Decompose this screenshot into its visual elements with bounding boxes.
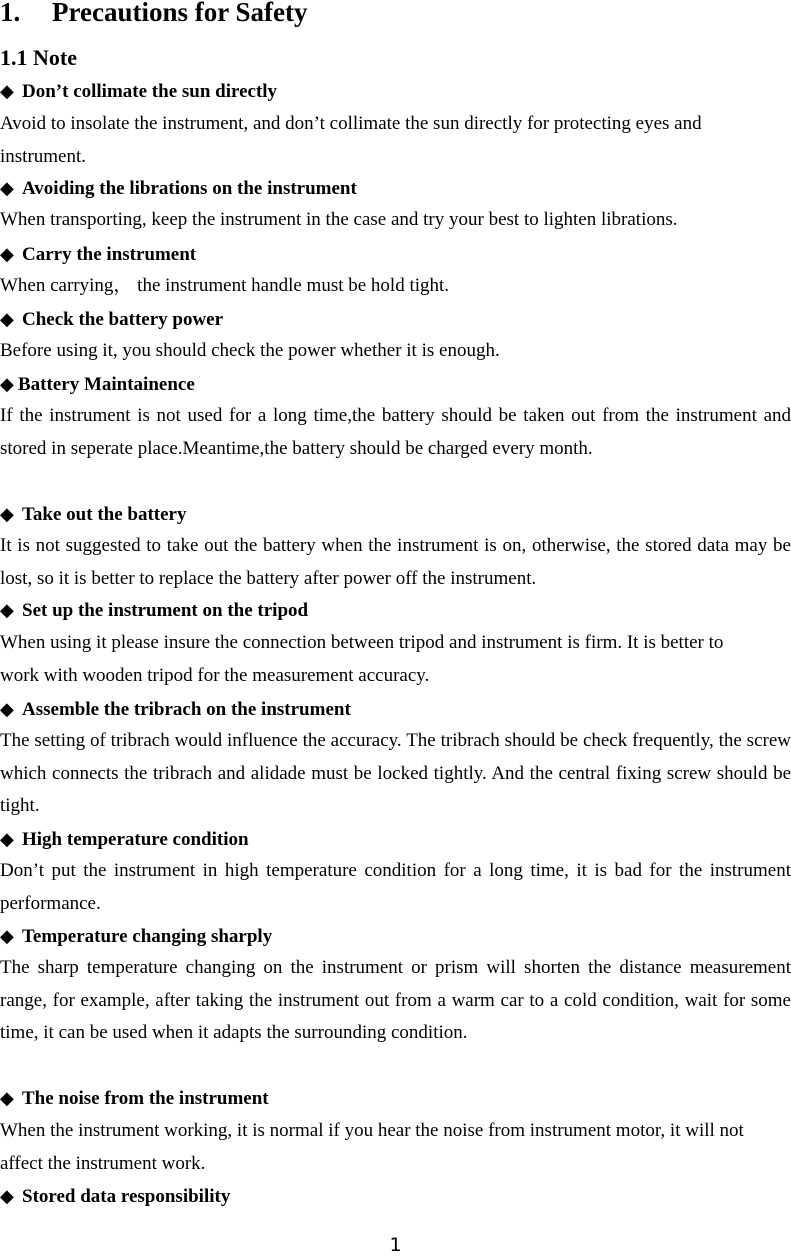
diamond-bullet-icon: ◆ xyxy=(0,600,14,620)
item-title-high-temperature xyxy=(0,827,249,852)
item-title-text: Battery Maintainence xyxy=(18,374,195,395)
section-heading xyxy=(0,0,307,29)
item-text-tribrach: The setting of tribrach would influence the accuracy. The tribrach should be check frequently, the screw which connects the tribrach and alidade must be locked tightly. And the central fixing screw should be tight. xyxy=(0,730,791,816)
diamond-bullet-icon: ◆ xyxy=(0,244,14,264)
item-title-text: Stored data responsibility xyxy=(22,1186,231,1207)
item-text-temperature-changing: The sharp temperature changing on the instrument or prism will shorten the distance measurement range, for example, after taking the instrument out from a warm car to a cold condition, wait for some time, it can be used when it adapts the surrounding condition. xyxy=(0,957,791,1043)
item-text-high-temperature: Don’t put the instrument in high temperature condition for a long time, it is bad for the instrument performance. xyxy=(0,860,791,914)
diamond-bullet-icon: ◆ xyxy=(0,1088,14,1108)
item-title-text: Take out the battery xyxy=(22,504,187,525)
item-title-battery-maintainence xyxy=(0,372,195,397)
item-title-carry xyxy=(0,242,196,267)
diamond-bullet-icon: ◆ xyxy=(0,81,14,101)
item-title-text: Temperature changing sharply xyxy=(22,926,273,947)
item-title-text: Avoiding the librations on the instrument xyxy=(22,178,357,199)
item-title-text: The noise from the instrument xyxy=(22,1088,269,1109)
item-title-text: Assemble the tribrach on the instrument xyxy=(22,699,351,720)
item-title-librations xyxy=(0,176,357,201)
item-text-noise: When the instrument working, it is normal if you hear the noise from instrument motor, it will not affect the instrument work. xyxy=(0,1120,744,1174)
diamond-bullet-icon: ◆ xyxy=(0,374,14,394)
item-title-tribrach xyxy=(0,697,351,722)
section-number: 1. xyxy=(0,0,21,27)
subsection-heading: 1.1 Note xyxy=(0,45,77,70)
section-title: Precautions for Safety xyxy=(52,0,308,27)
item-title-noise xyxy=(0,1086,269,1111)
item-title-battery-power xyxy=(0,307,223,332)
diamond-bullet-icon: ◆ xyxy=(0,1186,14,1206)
item-title-sun xyxy=(0,79,277,104)
item-text-carry: When carrying， the instrument handle must be hold tight. xyxy=(0,275,450,296)
diamond-bullet-icon: ◆ xyxy=(0,926,14,946)
item-title-text: Check the battery power xyxy=(22,309,224,330)
item-title-stored-data xyxy=(0,1184,230,1209)
item-text-tripod: When using it please insure the connection between tripod and instrument is firm. It is better to work with wooden tripod for the measurement accuracy. xyxy=(0,632,724,686)
item-text-sun: Avoid to insolate the instrument, and don’t collimate the sun directly for protecting eyes and instrument. xyxy=(0,113,702,167)
item-text-librations: When transporting, keep the instrument in the case and try your best to lighten librations. xyxy=(0,209,678,230)
item-title-text: Carry the instrument xyxy=(22,244,197,265)
diamond-bullet-icon: ◆ xyxy=(0,699,14,719)
diamond-bullet-icon: ◆ xyxy=(0,829,14,849)
item-title-take-out-battery xyxy=(0,502,187,527)
item-title-text: Don’t collimate the sun directly xyxy=(22,81,278,102)
item-title-text: High temperature condition xyxy=(22,829,249,850)
diamond-bullet-icon: ◆ xyxy=(0,504,14,524)
item-title-text: Set up the instrument on the tripod xyxy=(22,600,309,621)
item-title-tripod xyxy=(0,598,308,623)
item-text-battery-maintainence: If the instrument is not used for a long time,the battery should be taken out from the instrument and stored in seperate place.Meantime,the battery should be charged every month. xyxy=(0,405,791,459)
page-number: 1 xyxy=(389,1234,402,1256)
item-text-battery-power: Before using it, you should check the power whether it is enough. xyxy=(0,340,500,361)
diamond-bullet-icon: ◆ xyxy=(0,309,14,329)
item-title-temperature-changing xyxy=(0,924,272,949)
diamond-bullet-icon: ◆ xyxy=(0,178,14,198)
item-text-take-out-battery: It is not suggested to take out the battery when the instrument is on, otherwise, the stored data may be lost, so it is better to replace the battery after power off the instrument. xyxy=(0,535,791,589)
